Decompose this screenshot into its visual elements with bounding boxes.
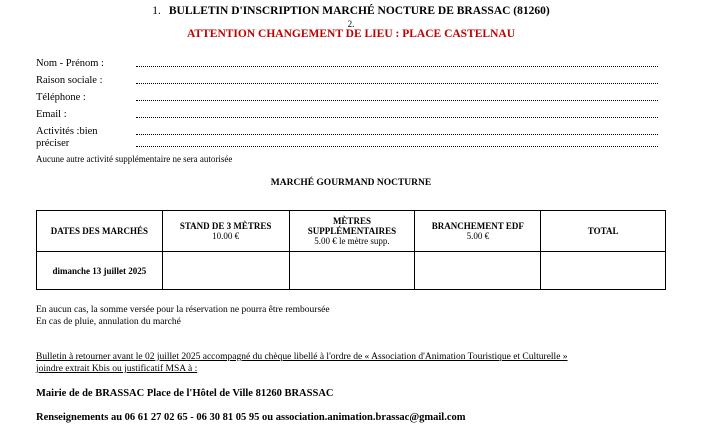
refund-note: En aucun cas, la somme versée pour la réservation ne pourra être remboursée xyxy=(36,305,330,315)
sub-number: 2. xyxy=(347,19,355,29)
field-email[interactable] xyxy=(36,109,658,120)
field-label: Activités :bien xyxy=(36,126,98,137)
header-extra-meters: MÈTRES SUPPLÉMENTAIRES 5.00 € le mètre supp. xyxy=(289,211,415,252)
cell-edf[interactable] xyxy=(415,252,541,290)
field-company[interactable] xyxy=(36,75,658,86)
header-edf: BRANCHEMENT EDF 5.00 € xyxy=(415,211,541,252)
field-activities[interactable] xyxy=(36,126,658,137)
field-dotted-line[interactable] xyxy=(136,92,658,101)
return-instructions-line2: joindre extrait Kbis ou justificatif MSA à : xyxy=(36,364,198,374)
table-row xyxy=(37,252,666,290)
title-number: 1. xyxy=(152,5,161,17)
header-stand: STAND DE 3 MÈTRES 10.00 € xyxy=(162,211,289,252)
table-header-row xyxy=(37,211,666,252)
field-activities-line2[interactable] xyxy=(36,138,658,149)
document-title xyxy=(0,5,702,17)
field-dotted-line[interactable] xyxy=(136,126,658,135)
pricing-table xyxy=(36,210,666,290)
field-name[interactable] xyxy=(36,58,658,69)
header-total: TOTAL xyxy=(541,211,666,252)
cell-date: dimanche 13 juillet 2025 xyxy=(37,252,163,290)
cell-total[interactable] xyxy=(541,252,666,290)
section-title: MARCHÉ GOURMAND NOCTURNE xyxy=(270,178,432,188)
field-label: Raison sociale : xyxy=(36,75,103,86)
cell-extra-meters[interactable] xyxy=(289,252,415,290)
mailing-address: Mairie de de BRASSAC Place de l'Hôtel de Ville 81260 BRASSAC xyxy=(36,388,334,399)
activity-note: Aucune autre activité supplémentaire ne sera autorisée xyxy=(36,154,233,164)
field-dotted-line[interactable] xyxy=(136,109,658,118)
rain-note: En cas de pluie, annulation du marché xyxy=(36,317,181,327)
return-instructions: Bulletin à retourner avant le 02 juillet 2025 accompagné du chèque libellé à l'ordre de « Association d'Animation Touristique et Culturelle » xyxy=(36,352,568,362)
field-label: Email : xyxy=(36,109,67,120)
cell-stand[interactable] xyxy=(162,252,289,290)
field-label: Nom - Prénom : xyxy=(36,58,104,69)
title-text: BULLETIN D'INSCRIPTION MARCHÉ NOCTURE DE BRASSAC (81260) xyxy=(168,5,550,17)
field-label: Téléphone : xyxy=(36,92,86,103)
field-phone[interactable] xyxy=(36,92,658,103)
contact-info: Renseignements au 06 61 27 02 65 - 06 30 81 05 95 ou association.animation.brassac@gmail.com xyxy=(36,412,466,423)
attention-notice: ATTENTION CHANGEMENT DE LIEU : PLACE CASTELNAU xyxy=(186,28,515,40)
header-dates: DATES DES MARCHÉS xyxy=(37,211,163,252)
field-label: préciser xyxy=(36,138,70,149)
field-dotted-line[interactable] xyxy=(136,138,658,147)
field-dotted-line[interactable] xyxy=(136,75,658,84)
field-dotted-line[interactable] xyxy=(136,58,658,67)
